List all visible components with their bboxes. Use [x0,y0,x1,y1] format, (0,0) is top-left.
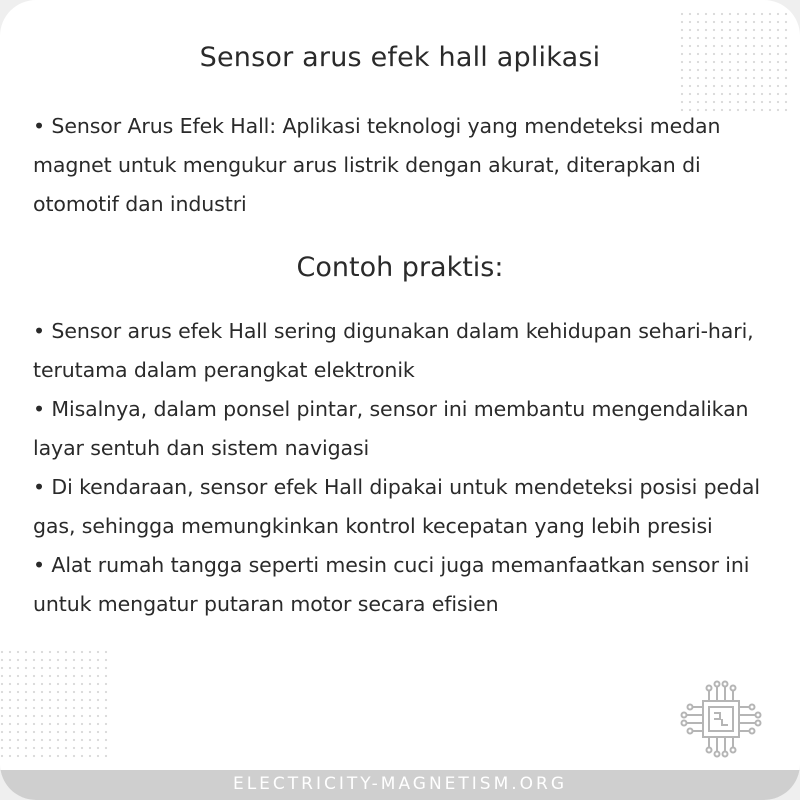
circuit-chip-icon [674,676,768,764]
dot-pattern-bottom-left [0,650,110,760]
examples-list [33,312,773,624]
example-item: • Alat rumah tangga seperti mesin cuci juga memanfaatkan sensor ini untuk mengatur putaran motor secara efisien [33,553,750,616]
example-item: • Sensor arus efek Hall sering digunakan dalam kehidupan sehari-hari, terutama dalam perangkat elektronik [33,319,754,382]
page-title: Sensor arus efek hall aplikasi [199,42,601,73]
section-heading: Contoh praktis: [296,252,504,283]
example-item: • Di kendaraan, sensor efek Hall dipakai untuk mendeteksi posisi pedal gas, sehingga memungkinkan kontrol kecepatan yang lebih presisi [33,475,760,538]
footer-bar [0,770,800,800]
example-item: • Misalnya, dalam ponsel pintar, sensor ini membantu mengendalikan layar sentuh dan sistem navigasi [33,397,749,460]
site-name: ELECTRICITY-MAGNETISM.ORG [232,774,568,794]
intro-paragraph: • Sensor Arus Efek Hall: Aplikasi teknologi yang mendeteksi medan magnet untuk mengukur arus listrik dengan akurat, diterapkan di otomotif dan industri [33,114,721,216]
